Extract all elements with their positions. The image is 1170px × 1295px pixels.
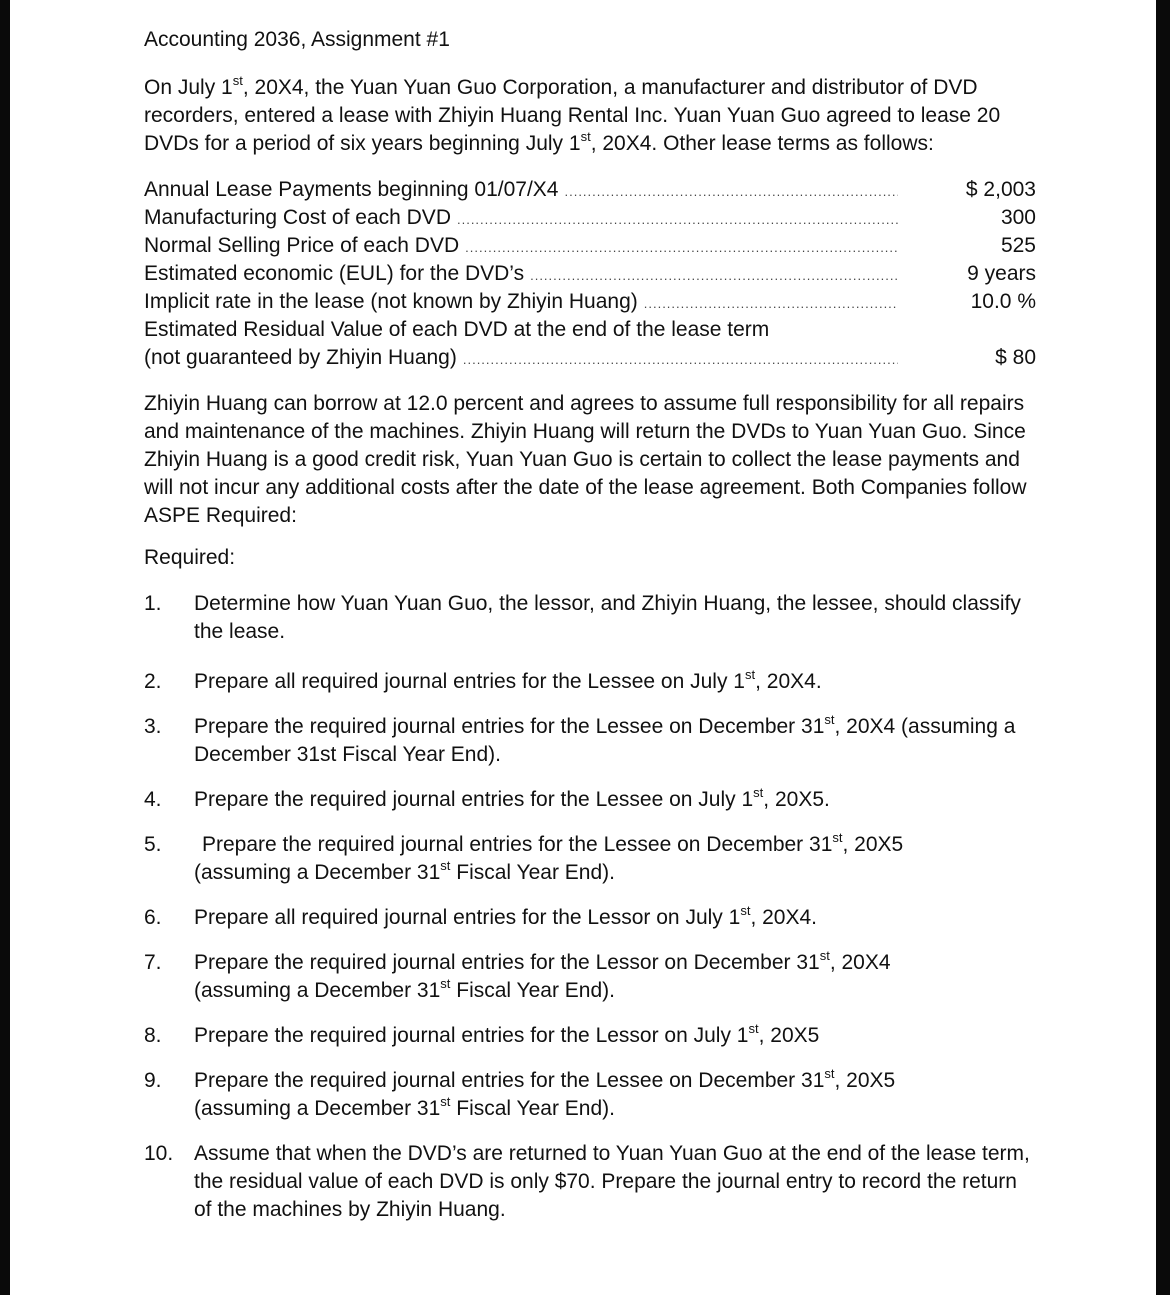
- item-number: 9.: [144, 1069, 162, 1092]
- item-text: Assume that when the DVD’s are returned to Yuan Yuan Guo at the end of the lease term, the residual value of each DVD is only $70. Prepare the journal entry to record the return of the machines by Zhiyin Huang.: [194, 1142, 1030, 1221]
- list-item: [144, 1140, 1036, 1224]
- list-item: [144, 668, 1036, 696]
- item-text: Prepare the required journal entries for the Lessee on December 31: [194, 715, 825, 738]
- item-text: Prepare all required journal entries for the Lessee on July 1: [194, 670, 745, 693]
- intro-text-2: , 20X4, the Yuan Yuan Guo Corporation, a manufacturer and distributor of DVD recorders, entered a lease with Zhiyin Huang Rental Inc. Yuan Yuan Guo agreed to lease 20 DVDs for a period of six years beginning July 1: [144, 76, 1001, 155]
- lease-term-label: Manufacturing Cost of each DVD: [144, 206, 451, 229]
- list-item: [144, 786, 1036, 814]
- item-text-end: , 20X4 (assuming a December 31st Fiscal Year End).: [194, 715, 1016, 766]
- item-number: 7.: [144, 951, 162, 974]
- lease-term-label: Estimated Residual Value of each DVD at the end of the lease term: [144, 318, 770, 341]
- dot-leader: [564, 178, 898, 206]
- lease-term-value: 525: [1000, 234, 1036, 257]
- fiscal-year-note-end: Fiscal Year End).: [450, 861, 615, 884]
- lease-term-row: [144, 232, 1036, 260]
- lease-term-row: [144, 288, 1036, 316]
- dot-leader: [644, 290, 898, 318]
- dot-leader: [457, 206, 898, 234]
- item-number: 5.: [144, 833, 162, 856]
- item-sup: st: [819, 948, 830, 963]
- item-text-end: , 20X5: [842, 833, 904, 856]
- fiscal-year-note: (assuming a December 31: [194, 861, 441, 884]
- lease-term-label: Annual Lease Payments beginning 01/07/X4: [144, 178, 559, 201]
- item-number: 1.: [144, 592, 162, 615]
- requirements-list: [144, 590, 1036, 1224]
- item-sup: st: [740, 903, 751, 918]
- intro-text-1: On July 1: [144, 76, 233, 99]
- list-item: [144, 1067, 1036, 1123]
- list-item: [144, 590, 1036, 646]
- dot-leader: [465, 234, 898, 262]
- item-text-end: , 20X4: [829, 951, 891, 974]
- item-text: Determine how Yuan Yuan Guo, the lessor, and Zhiyin Huang, the lessee, should classify the lease.: [194, 592, 1021, 643]
- list-item: [144, 949, 1036, 1005]
- item-text-end: , 20X4.: [750, 906, 817, 929]
- item-text-end: , 20X5: [758, 1024, 820, 1047]
- lease-term-label: (not guaranteed by Zhiyin Huang): [144, 346, 457, 369]
- lease-term-label: Estimated economic (EUL) for the DVD’s: [144, 262, 525, 285]
- lease-term-value: $ 2,003: [965, 178, 1036, 201]
- item-sup: st: [744, 667, 756, 682]
- fiscal-year-note: (assuming a December 31: [194, 979, 441, 1002]
- item-sup: st: [748, 1021, 759, 1036]
- intro-paragraph: [144, 74, 1036, 158]
- document-title: Accounting 2036, Assignment #1: [144, 28, 450, 51]
- intro-sup-2: st: [580, 129, 591, 144]
- document-body: [144, 26, 1036, 1241]
- item-text-end: , 20X4.: [755, 670, 822, 693]
- lease-terms-table: [144, 176, 1036, 372]
- dot-leader: [463, 346, 898, 374]
- lease-term-value: $ 80: [995, 346, 1036, 369]
- intro-sup-1: st: [232, 73, 243, 88]
- lease-details-paragraph: Zhiyin Huang can borrow at 12.0 percent and agrees to assume full responsibility for all repairs and maintenance of the machines. Zhiyin Huang will return the DVDs to Yuan Yuan Guo. Since Zhiyin Huang is a good credit risk, Yuan Yuan Guo is certain to collect the lease payments and will not incur any additional costs after the date of the lease agreement. Both Companies follow ASPE Required:: [144, 392, 1027, 527]
- item-sup: st: [824, 1066, 835, 1081]
- lease-term-row: [144, 260, 1036, 288]
- fiscal-year-note-end: Fiscal Year End).: [450, 1097, 615, 1120]
- item-number: 2.: [144, 670, 162, 693]
- lease-term-value: 9 years: [967, 262, 1036, 285]
- item-text: Prepare the required journal entries for the Lessee on July 1: [194, 788, 754, 811]
- fiscal-year-note: (assuming a December 31: [194, 1097, 441, 1120]
- list-item: [144, 713, 1036, 769]
- item-text-end: , 20X5: [834, 1069, 896, 1092]
- intro-text-3: , 20X4. Other lease terms as follows:: [590, 132, 934, 155]
- item-text-end: , 20X5.: [763, 788, 830, 811]
- item-sup: st: [753, 785, 764, 800]
- list-item: [144, 831, 1036, 887]
- lease-term-row: [144, 176, 1036, 204]
- list-item: [144, 904, 1036, 932]
- lease-term-row: [144, 344, 1036, 372]
- fiscal-year-sup: st: [440, 976, 451, 991]
- list-item: [144, 1022, 1036, 1050]
- item-text: Prepare the required journal entries for the Lessee on December 31: [202, 833, 833, 856]
- dot-leader: [530, 262, 898, 290]
- lease-term-value: 10.0 %: [970, 290, 1036, 313]
- fiscal-year-sup: st: [440, 858, 451, 873]
- fiscal-year-sup: st: [440, 1094, 451, 1109]
- item-number: 3.: [144, 715, 162, 738]
- item-sup: st: [824, 712, 835, 727]
- item-text: Prepare the required journal entries for the Lessor on December 31: [194, 951, 820, 974]
- item-text: Prepare the required journal entries for the Lessee on December 31: [194, 1069, 825, 1092]
- item-text: Prepare the required journal entries for the Lessor on July 1: [194, 1024, 749, 1047]
- item-text: Prepare all required journal entries for the Lessor on July 1: [194, 906, 741, 929]
- lease-term-label: Implicit rate in the lease (not known by Zhiyin Huang): [144, 290, 638, 313]
- lease-term-label: Normal Selling Price of each DVD: [144, 234, 460, 257]
- item-number: 10.: [144, 1142, 174, 1165]
- item-number: 4.: [144, 788, 162, 811]
- lease-term-row: [144, 204, 1036, 232]
- item-number: 8.: [144, 1024, 162, 1047]
- item-sup: st: [832, 830, 843, 845]
- lease-term-row: [144, 316, 1036, 344]
- document-page: [10, 0, 1156, 1295]
- item-number: 6.: [144, 906, 162, 929]
- fiscal-year-note-end: Fiscal Year End).: [450, 979, 615, 1002]
- required-heading: Required:: [144, 546, 236, 569]
- lease-term-value: 300: [1000, 206, 1036, 229]
